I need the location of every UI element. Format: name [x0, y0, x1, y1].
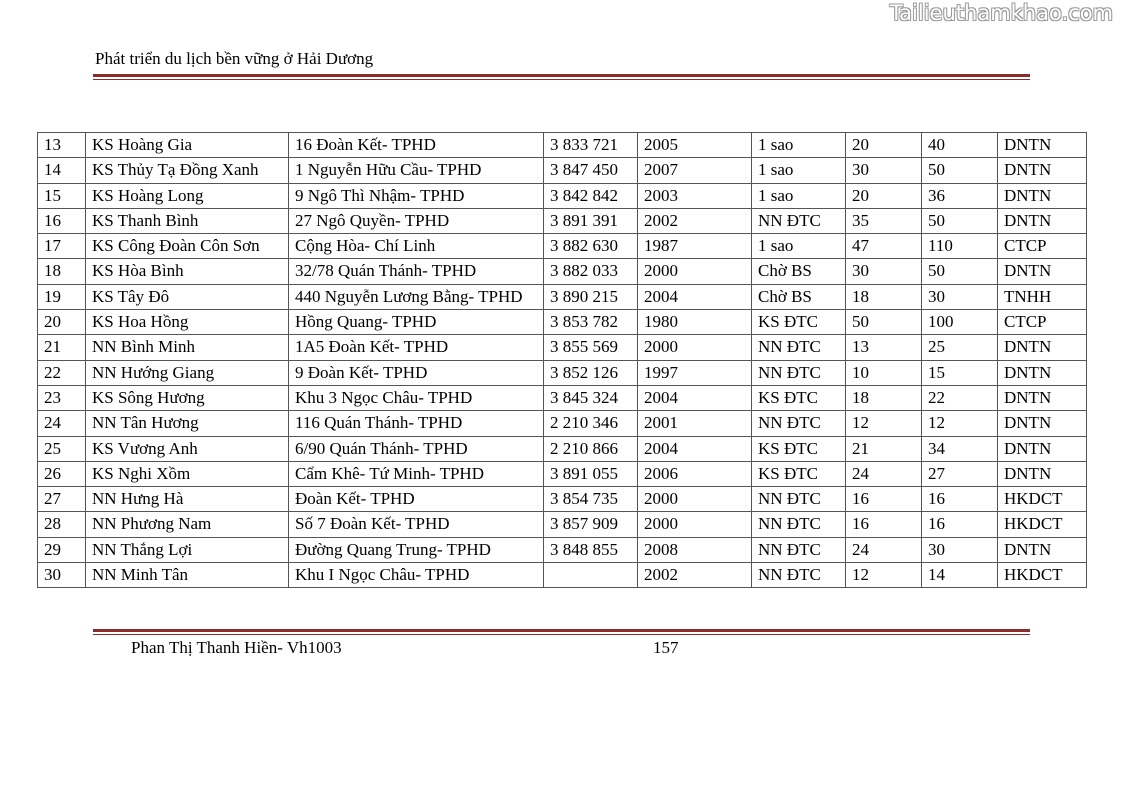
row-number-cell: 13: [38, 133, 86, 158]
address-cell: Cộng Hòa- Chí Linh: [289, 234, 544, 259]
table-row: [38, 385, 1087, 410]
beds-cell: 30: [922, 284, 998, 309]
year-cell: 1980: [638, 310, 752, 335]
year-cell: 2008: [638, 537, 752, 562]
footer-rule: [93, 629, 1030, 635]
ownership-cell: DNTN: [998, 259, 1087, 284]
rooms-cell: 18: [846, 385, 922, 410]
beds-cell: 22: [922, 385, 998, 410]
rooms-cell: 35: [846, 208, 922, 233]
address-cell: 27 Ngô Quyền- TPHD: [289, 208, 544, 233]
address-cell: 9 Ngô Thì Nhậm- TPHD: [289, 183, 544, 208]
name-cell: KS Công Đoàn Côn Sơn: [86, 234, 289, 259]
year-cell: 2000: [638, 335, 752, 360]
table-row: [38, 461, 1087, 486]
table-row: [38, 310, 1087, 335]
rank-cell: NN ĐTC: [752, 411, 846, 436]
beds-cell: 50: [922, 208, 998, 233]
row-number-cell: 19: [38, 284, 86, 309]
address-cell: 32/78 Quán Thánh- TPHD: [289, 259, 544, 284]
rank-cell: KS ĐTC: [752, 385, 846, 410]
ownership-cell: DNTN: [998, 360, 1087, 385]
ownership-cell: DNTN: [998, 183, 1087, 208]
address-cell: Đường Quang Trung- TPHD: [289, 537, 544, 562]
rooms-cell: 20: [846, 133, 922, 158]
address-cell: Số 7 Đoàn Kết- TPHD: [289, 512, 544, 537]
ownership-cell: HKDCT: [998, 512, 1087, 537]
address-cell: Cẩm Khê- Tứ Minh- TPHD: [289, 461, 544, 486]
row-number-cell: 15: [38, 183, 86, 208]
row-number-cell: 26: [38, 461, 86, 486]
phone-cell: 3 882 033: [544, 259, 638, 284]
name-cell: KS Hoàng Long: [86, 183, 289, 208]
page-number: 157: [653, 638, 679, 657]
year-cell: 1997: [638, 360, 752, 385]
rank-cell: NN ĐTC: [752, 360, 846, 385]
phone-cell: 3 882 630: [544, 234, 638, 259]
address-cell: 1 Nguyễn Hữu Cầu- TPHD: [289, 158, 544, 183]
phone-cell: 3 857 909: [544, 512, 638, 537]
phone-cell: 3 845 324: [544, 385, 638, 410]
footer-author: Phan Thị Thanh Hiền- Vh1003: [131, 638, 342, 657]
rooms-cell: 24: [846, 461, 922, 486]
row-number-cell: 25: [38, 436, 86, 461]
name-cell: KS Thanh Bình: [86, 208, 289, 233]
beds-cell: 16: [922, 487, 998, 512]
rank-cell: KS ĐTC: [752, 436, 846, 461]
rank-cell: NN ĐTC: [752, 487, 846, 512]
ownership-cell: DNTN: [998, 436, 1087, 461]
rank-cell: NN ĐTC: [752, 208, 846, 233]
table-row: [38, 133, 1087, 158]
rooms-cell: 21: [846, 436, 922, 461]
rooms-cell: 12: [846, 411, 922, 436]
table-row: [38, 436, 1087, 461]
name-cell: NN Thắng Lợi: [86, 537, 289, 562]
rooms-cell: 20: [846, 183, 922, 208]
beds-cell: 25: [922, 335, 998, 360]
year-cell: 2005: [638, 133, 752, 158]
rooms-cell: 16: [846, 487, 922, 512]
row-number-cell: 29: [38, 537, 86, 562]
row-number-cell: 17: [38, 234, 86, 259]
phone-cell: 3 852 126: [544, 360, 638, 385]
year-cell: 2004: [638, 436, 752, 461]
rank-cell: 1 sao: [752, 234, 846, 259]
beds-cell: 40: [922, 133, 998, 158]
row-number-cell: 22: [38, 360, 86, 385]
table-row: [38, 259, 1087, 284]
table-row: [38, 537, 1087, 562]
address-cell: Khu I Ngọc Châu- TPHD: [289, 563, 544, 588]
row-number-cell: 20: [38, 310, 86, 335]
year-cell: 2002: [638, 208, 752, 233]
ownership-cell: DNTN: [998, 411, 1087, 436]
table-row: [38, 512, 1087, 537]
table-row: [38, 284, 1087, 309]
beds-cell: 34: [922, 436, 998, 461]
beds-cell: 15: [922, 360, 998, 385]
ownership-cell: CTCP: [998, 234, 1087, 259]
year-cell: 2002: [638, 563, 752, 588]
name-cell: NN Hưng Hà: [86, 487, 289, 512]
phone-cell: 3 890 215: [544, 284, 638, 309]
rooms-cell: 18: [846, 284, 922, 309]
row-number-cell: 23: [38, 385, 86, 410]
ownership-cell: HKDCT: [998, 563, 1087, 588]
phone-cell: 3 891 055: [544, 461, 638, 486]
address-cell: 440 Nguyễn Lương Bằng- TPHD: [289, 284, 544, 309]
table-row: [38, 208, 1087, 233]
name-cell: KS Sông Hương: [86, 385, 289, 410]
year-cell: 2001: [638, 411, 752, 436]
phone-cell: 3 833 721: [544, 133, 638, 158]
name-cell: NN Minh Tân: [86, 563, 289, 588]
ownership-cell: DNTN: [998, 158, 1087, 183]
ownership-cell: DNTN: [998, 133, 1087, 158]
rank-cell: NN ĐTC: [752, 563, 846, 588]
year-cell: 2000: [638, 487, 752, 512]
phone-cell: 3 891 391: [544, 208, 638, 233]
rooms-cell: 30: [846, 259, 922, 284]
phone-cell: 3 847 450: [544, 158, 638, 183]
year-cell: 2006: [638, 461, 752, 486]
name-cell: NN Hướng Giang: [86, 360, 289, 385]
year-cell: 2007: [638, 158, 752, 183]
address-cell: Đoàn Kết- TPHD: [289, 487, 544, 512]
row-number-cell: 14: [38, 158, 86, 183]
year-cell: 2003: [638, 183, 752, 208]
beds-cell: 50: [922, 259, 998, 284]
address-cell: Hồng Quang- TPHD: [289, 310, 544, 335]
phone-cell: 2 210 346: [544, 411, 638, 436]
address-cell: 6/90 Quán Thánh- TPHD: [289, 436, 544, 461]
name-cell: KS Hòa Bình: [86, 259, 289, 284]
beds-cell: 50: [922, 158, 998, 183]
name-cell: NN Bình Minh: [86, 335, 289, 360]
table-body: [38, 133, 1087, 588]
row-number-cell: 18: [38, 259, 86, 284]
beds-cell: 30: [922, 537, 998, 562]
address-cell: 116 Quán Thánh- TPHD: [289, 411, 544, 436]
name-cell: KS Vương Anh: [86, 436, 289, 461]
row-number-cell: 16: [38, 208, 86, 233]
ownership-cell: DNTN: [998, 385, 1087, 410]
phone-cell: 3 848 855: [544, 537, 638, 562]
phone-cell: 2 210 866: [544, 436, 638, 461]
year-cell: 2000: [638, 512, 752, 537]
ownership-cell: TNHH: [998, 284, 1087, 309]
table-row: [38, 360, 1087, 385]
name-cell: NN Tân Hương: [86, 411, 289, 436]
ownership-cell: DNTN: [998, 537, 1087, 562]
row-number-cell: 27: [38, 487, 86, 512]
rank-cell: KS ĐTC: [752, 461, 846, 486]
year-cell: 1987: [638, 234, 752, 259]
year-cell: 2004: [638, 385, 752, 410]
row-number-cell: 28: [38, 512, 86, 537]
address-cell: 1A5 Đoàn Kết- TPHD: [289, 335, 544, 360]
page-header-title: Phát triển du lịch bền vững ở Hải Dương: [95, 49, 374, 68]
rank-cell: 1 sao: [752, 133, 846, 158]
beds-cell: 14: [922, 563, 998, 588]
row-number-cell: 30: [38, 563, 86, 588]
phone-cell: 3 853 782: [544, 310, 638, 335]
rooms-cell: 16: [846, 512, 922, 537]
year-cell: 2004: [638, 284, 752, 309]
rank-cell: NN ĐTC: [752, 512, 846, 537]
beds-cell: 27: [922, 461, 998, 486]
beds-cell: 12: [922, 411, 998, 436]
address-cell: 9 Đoàn Kết- TPHD: [289, 360, 544, 385]
phone-cell: 3 855 569: [544, 335, 638, 360]
name-cell: KS Tây Đô: [86, 284, 289, 309]
hotel-table: [37, 132, 1087, 588]
beds-cell: 36: [922, 183, 998, 208]
ownership-cell: CTCP: [998, 310, 1087, 335]
beds-cell: 100: [922, 310, 998, 335]
rank-cell: NN ĐTC: [752, 537, 846, 562]
address-cell: Khu 3 Ngọc Châu- TPHD: [289, 385, 544, 410]
rank-cell: 1 sao: [752, 158, 846, 183]
watermark-text: Tailieuthamkhao.com: [889, 1, 1113, 25]
ownership-cell: DNTN: [998, 335, 1087, 360]
rooms-cell: 30: [846, 158, 922, 183]
beds-cell: 110: [922, 234, 998, 259]
header-rule: [93, 74, 1030, 80]
rooms-cell: 47: [846, 234, 922, 259]
phone-cell: 3 842 842: [544, 183, 638, 208]
ownership-cell: DNTN: [998, 208, 1087, 233]
name-cell: KS Nghi Xồm: [86, 461, 289, 486]
rooms-cell: 10: [846, 360, 922, 385]
table-row: [38, 234, 1087, 259]
table-row: [38, 411, 1087, 436]
name-cell: NN Phương Nam: [86, 512, 289, 537]
table-row: [38, 183, 1087, 208]
address-cell: 16 Đoàn Kết- TPHD: [289, 133, 544, 158]
row-number-cell: 24: [38, 411, 86, 436]
name-cell: KS Hoa Hồng: [86, 310, 289, 335]
rooms-cell: 24: [846, 537, 922, 562]
rooms-cell: 13: [846, 335, 922, 360]
name-cell: KS Hoàng Gia: [86, 133, 289, 158]
year-cell: 2000: [638, 259, 752, 284]
ownership-cell: DNTN: [998, 461, 1087, 486]
name-cell: KS Thủy Tạ Đồng Xanh: [86, 158, 289, 183]
table-row: [38, 563, 1087, 588]
rooms-cell: 12: [846, 563, 922, 588]
table-row: [38, 158, 1087, 183]
row-number-cell: 21: [38, 335, 86, 360]
phone-cell: [544, 563, 638, 588]
rank-cell: KS ĐTC: [752, 310, 846, 335]
ownership-cell: HKDCT: [998, 487, 1087, 512]
rank-cell: Chờ BS: [752, 284, 846, 309]
rank-cell: 1 sao: [752, 183, 846, 208]
beds-cell: 16: [922, 512, 998, 537]
table-row: [38, 335, 1087, 360]
rank-cell: Chờ BS: [752, 259, 846, 284]
phone-cell: 3 854 735: [544, 487, 638, 512]
rank-cell: NN ĐTC: [752, 335, 846, 360]
rooms-cell: 50: [846, 310, 922, 335]
table-row: [38, 487, 1087, 512]
